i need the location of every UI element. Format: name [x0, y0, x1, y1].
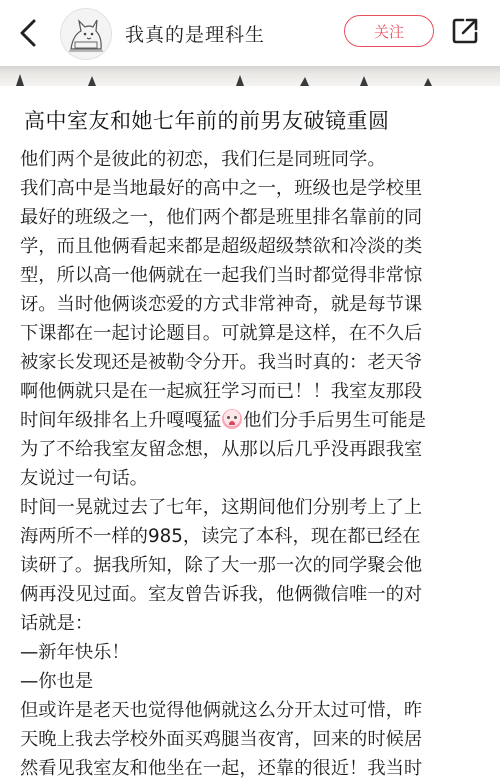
- body-line-with-emoji: [20, 406, 490, 435]
- body-line: 但或许是老天也觉得他俩就这么分开太过可惜，昨: [20, 700, 423, 721]
- body-line: 学，而且他俩看起来都是超级超级禁欲和冷淡的类: [20, 236, 423, 257]
- post-body: [20, 145, 490, 783]
- share-icon[interactable]: [450, 16, 480, 46]
- body-line: 俩再没见过面。室友曾告诉我，他俩微信唯一的对: [20, 584, 423, 605]
- body-line: 天晚上我去学校外面买鸡腿当夜宵，回来的时候居: [20, 729, 423, 750]
- body-line: 读研了。据我所知，除了大一那一次的同学聚会他: [20, 555, 423, 576]
- body-line: 被家长发现还是被勒令分开。我当时真的：老天爷: [20, 352, 423, 373]
- body-segment: 他们分手后男生可能是: [243, 410, 426, 431]
- body-line: —你也是: [20, 671, 94, 692]
- body-line: 啊他俩就只是在一起疯狂学习而已！！我室友那段: [20, 381, 423, 402]
- cover-image-strip: [0, 66, 500, 86]
- body-line: 他们两个是彼此的初恋，我们仨是同班同学。: [20, 149, 386, 170]
- body-line: 我们高中是当地最好的高中之一，班级也是学校里: [20, 178, 423, 199]
- follow-button[interactable]: 关注: [344, 15, 434, 47]
- body-line: 友说过一句话。: [20, 468, 148, 489]
- body-line: 时间一晃就过去了七年，这期间他们分别考上了上: [20, 497, 423, 518]
- body-line: 海两所不一样的985，读完了本科，现在都已经在: [20, 526, 421, 547]
- top-navigation-bar: [0, 0, 500, 66]
- body-line: 为了不给我室友留念想，从那以后几乎没再跟我室: [20, 439, 423, 460]
- body-line: —新年快乐！: [20, 642, 130, 663]
- author-name[interactable]: 我真的是理科生: [125, 24, 266, 46]
- body-line: 话就是：: [20, 613, 94, 634]
- avatar[interactable]: [60, 8, 112, 60]
- body-line: 型，所以高一他俩就在一起我们当时都觉得非常惊: [20, 265, 423, 286]
- body-line: 最好的班级之一，他们两个都是班里排名靠前的同: [20, 207, 423, 228]
- back-arrow-icon[interactable]: [14, 16, 44, 50]
- crying-face-emoji-icon: [222, 409, 242, 429]
- body-line: 讶。当时他俩谈恋爱的方式非常神奇，就是每节课: [20, 294, 423, 315]
- post-title: 高中室友和她七年前的前男友破镜重圆: [24, 109, 390, 133]
- body-line: 然看见我室友和他坐在一起，还靠的很近！我当时: [20, 758, 423, 779]
- body-segment: 时间年级排名上升嘎嘎猛: [20, 410, 222, 431]
- body-line: 下课都在一起讨论题目。可就算是这样，在不久后: [20, 323, 423, 344]
